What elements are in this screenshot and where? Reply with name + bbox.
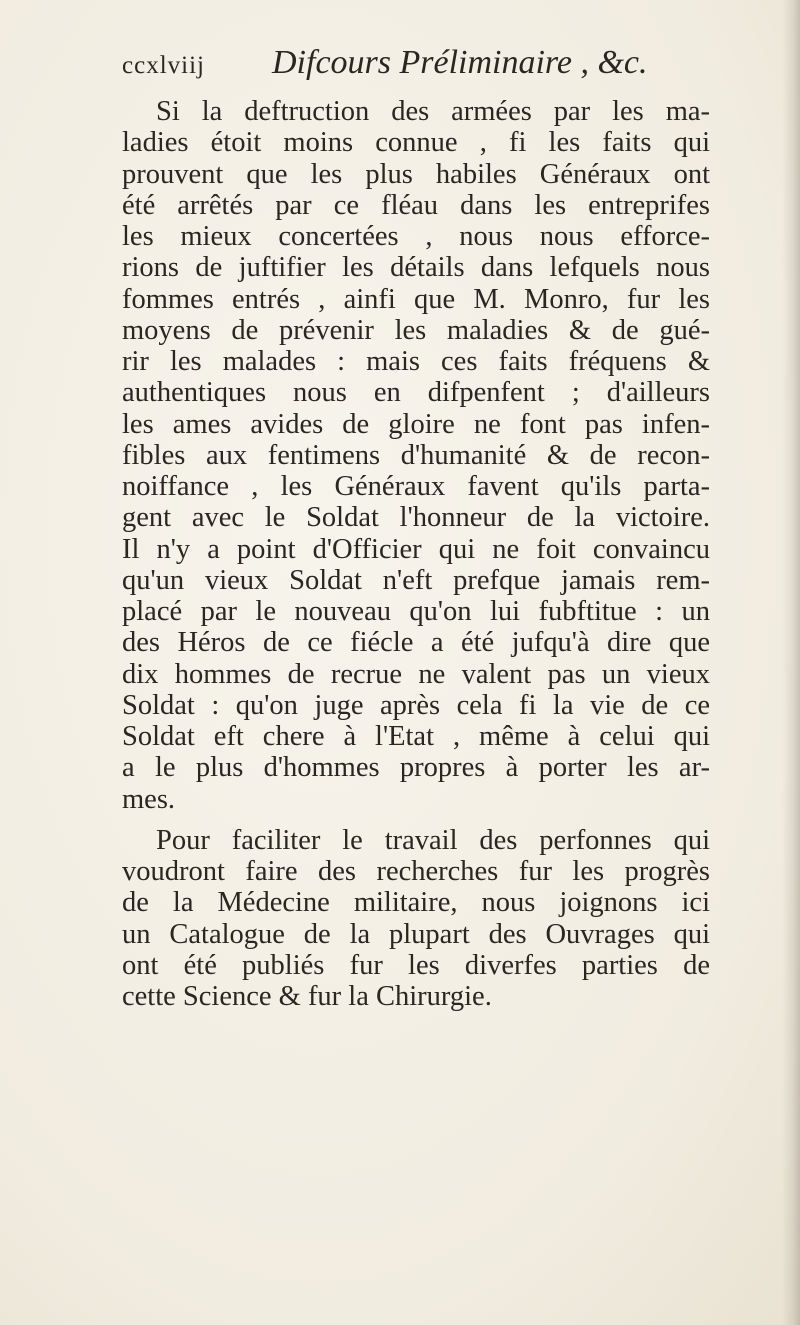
text-line: cette Science & fur la Chirurgie.: [122, 981, 492, 1012]
page-folio: ccxlviij: [122, 52, 205, 79]
page-header: [122, 40, 682, 90]
text-line: un Catalogue de la plupart des Ouvrages qui: [122, 918, 710, 950]
paragraph-gap: [122, 815, 710, 825]
text-line: Pour faciliter le travail des perfonnes qui: [156, 824, 710, 856]
text-line: qu'un vieux Soldat n'eft prefque jamais rem-: [122, 564, 710, 596]
text-line: prouvent que les plus habiles Généraux ont: [122, 158, 710, 190]
text-line: authentiques nous en difpenfent ; d'ailleurs: [122, 377, 710, 409]
text-line: gent avec le Soldat l'honneur de la victoire.: [122, 502, 710, 534]
body-text: [122, 96, 710, 1012]
text-line: les ames avides de gloire ne font pas infen-: [122, 408, 710, 440]
text-line: Il n'y a point d'Officier qui ne foit convaincu: [122, 533, 710, 565]
text-line: des Héros de ce fiécle a été jufqu'à dire que: [122, 627, 710, 659]
text-line: Si la deftruction des armées par les ma-: [156, 96, 710, 127]
text-line: fibles aux fentimens d'humanité & de recon-: [122, 439, 710, 471]
text-line: été arrêtés par ce fléau dans les entreprifes: [122, 189, 710, 221]
text-line: mes.: [122, 783, 176, 815]
running-title: Difcours Préliminaire , &c.: [272, 44, 648, 81]
text-line: noiffance , les Généraux favent qu'ils parta-: [122, 471, 710, 502]
text-line: a le plus d'hommes propres à porter les ar-: [122, 752, 710, 784]
text-line: Soldat eft chere à l'Etat , même à celui qui: [122, 721, 710, 752]
text-line: Soldat : qu'on juge après cela fi la vie de ce: [122, 689, 710, 721]
text-line: fommes entrés , ainfi que M. Monro, fur les: [122, 283, 710, 315]
text-line: dix hommes de recrue ne valent pas un vieux: [122, 658, 710, 690]
text-line: ladies étoit moins connue , fi les faits qui: [122, 127, 710, 159]
page-gutter-shadow: [782, 0, 800, 1325]
text-line: placé par le nouveau qu'on lui fubftitue : un: [122, 596, 710, 627]
text-line: rir les malades : mais ces faits fréquens &: [122, 346, 710, 377]
text-line: ont été publiés fur les diverfes parties de: [122, 949, 710, 981]
text-line: de la Médecine militaire, nous joignons ici: [122, 887, 710, 919]
text-line: moyens de prévenir les maladies & de gué-: [122, 314, 710, 346]
text-line: voudront faire des recherches fur les progrès: [122, 856, 710, 887]
text-line: les mieux concertées , nous nous efforce-: [122, 221, 710, 252]
text-line: rions de juftifier les détails dans lefquels nous: [122, 252, 710, 284]
